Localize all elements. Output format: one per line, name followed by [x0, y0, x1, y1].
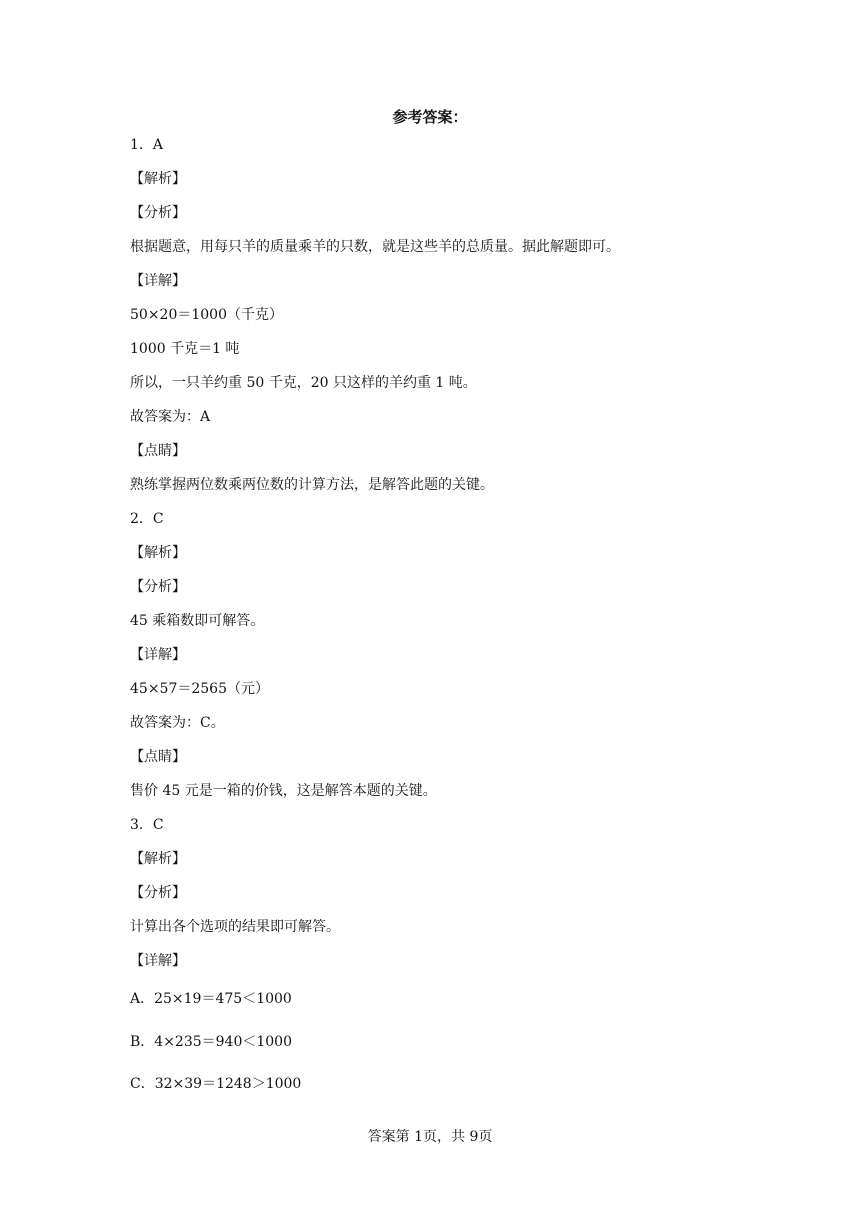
section-label-analysis: 【解析】 — [130, 851, 186, 867]
section-label-analysis: 【解析】 — [130, 545, 186, 561]
answer-1-heading: 1．A — [130, 137, 164, 153]
final-answer: 故答案为：C。 — [130, 715, 225, 731]
section-label-detail: 【详解】 — [130, 647, 186, 663]
section-label-reasoning: 【分析】 — [130, 885, 186, 901]
reasoning-text: 计算出各个选项的结果即可解答。 — [130, 919, 340, 935]
section-label-analysis: 【解析】 — [130, 171, 186, 187]
answer-2-heading: 2．C — [130, 511, 164, 527]
section-label-comment: 【点睛】 — [130, 443, 186, 459]
comment-text: 熟练掌握两位数乘两位数的计算方法，是解答此题的关键。 — [130, 477, 494, 493]
calc-line: 45×57＝2565（元） — [130, 681, 269, 697]
final-answer: 故答案为：A — [130, 409, 211, 425]
section-label-detail: 【详解】 — [130, 953, 186, 969]
section-label-reasoning: 【分析】 — [130, 579, 186, 595]
detail-text: 所以，一只羊约重 50 千克，20 只这样的羊约重 1 吨。 — [130, 375, 477, 391]
reasoning-text: 根据题意，用每只羊的质量乘羊的只数，就是这些羊的总质量。据此解题即可。 — [130, 239, 620, 255]
option-b-calc: B．4×235＝940＜1000 — [130, 1034, 292, 1050]
section-label-detail: 【详解】 — [130, 273, 186, 289]
option-a-calc: A．25×19＝475＜1000 — [130, 991, 292, 1007]
calc-line: 1000 千克＝1 吨 — [130, 341, 240, 357]
page-title: 参考答案： — [392, 108, 468, 126]
section-label-reasoning: 【分析】 — [130, 205, 186, 221]
calc-line: 50×20＝1000（千克） — [130, 307, 283, 323]
reasoning-text: 45 乘箱数即可解答。 — [130, 613, 265, 629]
section-label-comment: 【点睛】 — [130, 749, 186, 765]
comment-text: 售价 45 元是一箱的价钱，这是解答本题的关键。 — [130, 783, 437, 799]
answer-3-heading: 3．C — [130, 817, 164, 833]
option-c-calc: C．32×39＝1248＞1000 — [130, 1076, 302, 1092]
page-number: 答案第 1页，共 9页 — [367, 1129, 493, 1145]
